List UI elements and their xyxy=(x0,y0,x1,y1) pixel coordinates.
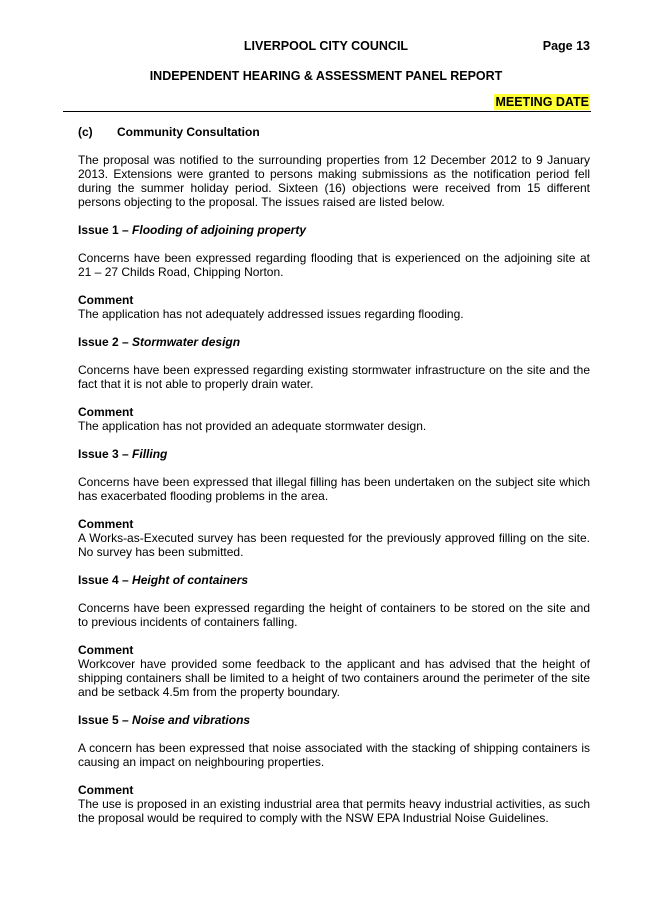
issue-heading xyxy=(78,573,590,587)
document-body xyxy=(78,125,590,839)
comment-label: Comment xyxy=(78,405,134,419)
issue-label: Issue 5 – xyxy=(78,713,133,727)
header-divider xyxy=(63,111,591,112)
comment-text: The application has not provided an adequate stormwater design. xyxy=(78,419,427,433)
issue-comment xyxy=(78,293,590,321)
section-label: (c) xyxy=(78,125,93,139)
comment-text: A Works-as-Executed survey has been requested for the previously approved filling on the site. No survey has been submitted. xyxy=(78,531,590,559)
issue-title: Stormwater design xyxy=(132,335,241,349)
section-intro: The proposal was notified to the surrounding properties from 12 December 2012 to 9 January 2013. Extensions were granted to persons making submissions as the notification period fell during the summer holiday period. Sixteen (16) objections were received from 15 different persons objecting to the proposal. The issues raised are listed below. xyxy=(78,153,590,209)
issue-comment xyxy=(78,405,590,433)
issue-concern: A concern has been expressed that noise associated with the stacking of shipping containers is causing an impact on neighbouring properties. xyxy=(78,741,590,769)
issue-comment xyxy=(78,517,590,559)
issue-title: Flooding of adjoining property xyxy=(132,223,307,237)
issue-3 xyxy=(78,447,590,559)
issue-concern: Concerns have been expressed regarding flooding that is experienced on the adjoining site at 21 – 27 Childs Road, Chipping Norton. xyxy=(78,251,590,279)
comment-text: Workcover have provided some feedback to the applicant and has advised that the height of shipping containers shall be limited to a height of two containers around the perimeter of the site and be setback 4.5m from the property boundary. xyxy=(78,657,590,699)
comment-text: The application has not adequately addressed issues regarding flooding. xyxy=(78,307,464,321)
page-number: Page 13 xyxy=(542,39,590,53)
comment-label: Comment xyxy=(78,293,134,307)
issue-heading xyxy=(78,223,590,237)
issue-comment xyxy=(78,783,590,825)
comment-label: Comment xyxy=(78,783,134,797)
issue-title: Noise and vibrations xyxy=(132,713,251,727)
issue-label: Issue 4 – xyxy=(78,573,133,587)
meeting-date-highlight: MEETING DATE xyxy=(495,95,589,109)
section-title: Community Consultation xyxy=(117,125,260,139)
comment-label: Comment xyxy=(78,517,134,531)
comment-label: Comment xyxy=(78,643,134,657)
issue-comment xyxy=(78,643,590,699)
report-title: INDEPENDENT HEARING & ASSESSMENT PANEL REPORT xyxy=(149,69,503,83)
issue-heading xyxy=(78,447,590,461)
issue-title: Filling xyxy=(132,447,168,461)
issue-label: Issue 3 – xyxy=(78,447,133,461)
issue-2 xyxy=(78,335,590,433)
issue-label: Issue 1 – xyxy=(78,223,133,237)
issue-1 xyxy=(78,223,590,321)
issue-concern: Concerns have been expressed that illegal filling has been undertaken on the subject site which has exacerbated flooding problems in the area. xyxy=(78,475,590,503)
council-name: LIVERPOOL CITY COUNCIL xyxy=(243,39,409,53)
issue-concern: Concerns have been expressed regarding existing stormwater infrastructure on the site and the fact that it is not able to properly drain water. xyxy=(78,363,590,391)
issue-concern: Concerns have been expressed regarding the height of containers to be stored on the site and to previous incidents of containers falling. xyxy=(78,601,590,629)
issue-5 xyxy=(78,713,590,825)
issue-title: Height of containers xyxy=(132,573,249,587)
issue-heading xyxy=(78,335,590,349)
comment-text: The use is proposed in an existing industrial area that permits heavy industrial activities, as such the proposal would be required to comply with the NSW EPA Industrial Noise Guidelines. xyxy=(78,797,590,825)
issue-4 xyxy=(78,573,590,699)
issue-label: Issue 2 – xyxy=(78,335,133,349)
issue-heading xyxy=(78,713,590,727)
section-heading xyxy=(78,125,590,139)
